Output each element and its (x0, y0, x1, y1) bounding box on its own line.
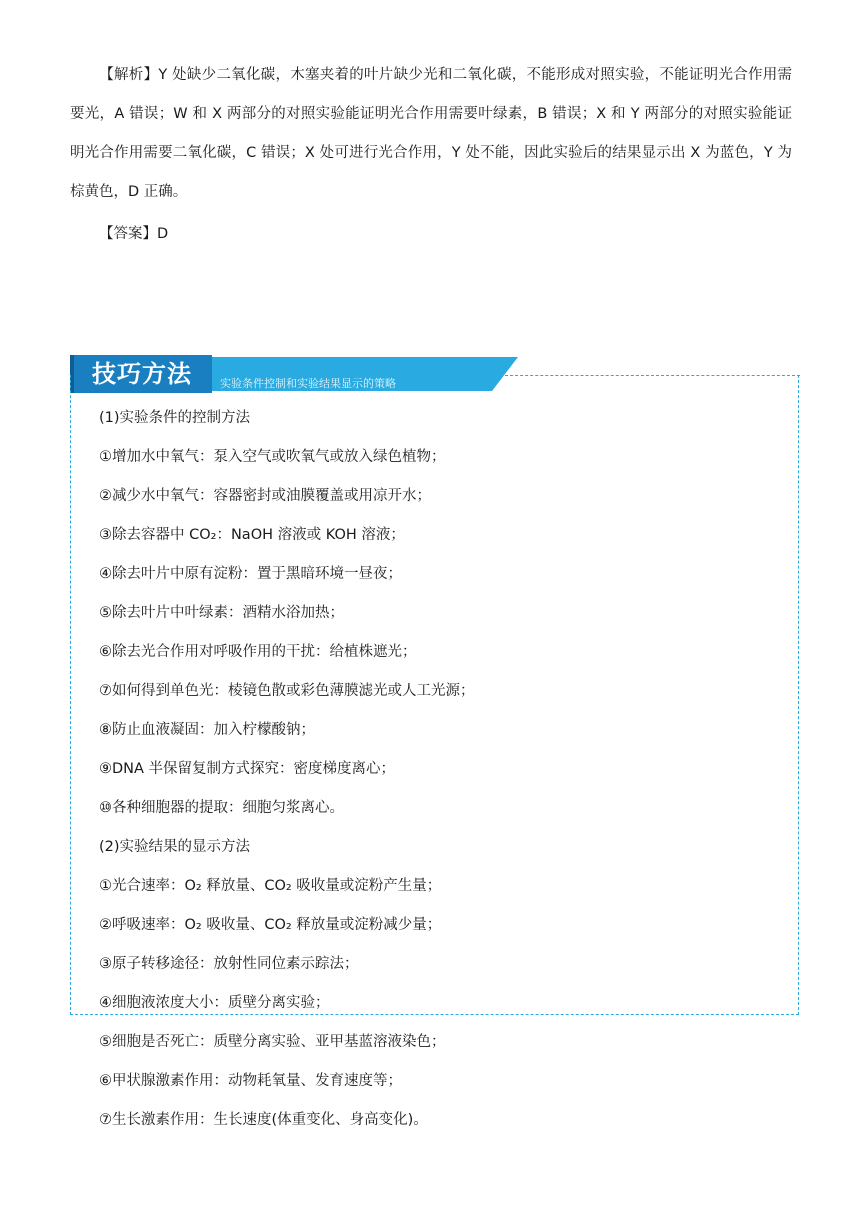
tips-heading-results: (2)实验结果的显示方法 (99, 839, 251, 855)
answer-line (99, 215, 168, 254)
list-item: ⑤除去叶片中叶绿素：酒精水浴加热； (99, 605, 344, 621)
list-item: ⑤细胞是否死亡：质壁分离实验、亚甲基蓝溶液染色； (99, 1034, 446, 1050)
list-item: ②减少水中氧气：容器密封或油膜覆盖或用凉开水； (99, 488, 431, 504)
list-item: ⑥除去光合作用对呼吸作用的干扰：给植株遮光； (99, 644, 417, 660)
answer-value: D (157, 226, 169, 242)
list-item: ③原子转移途径：放射性同位素示踪法； (99, 956, 359, 972)
tips-title: 技巧方法 (92, 360, 192, 388)
list-item: ⑩各种细胞器的提取：细胞匀浆离心。 (99, 800, 344, 816)
list-item: ⑨DNA 半保留复制方式探究：密度梯度离心； (99, 761, 396, 777)
list-item: ⑦如何得到单色光：棱镜色散或彩色薄膜滤光或人工光源； (99, 683, 475, 699)
list-item: ④除去叶片中原有淀粉：置于黑暗环境一昼夜； (99, 566, 402, 582)
list-item: ③除去容器中 CO₂：NaOH 溶液或 KOH 溶液； (99, 527, 405, 543)
answer-label: 【答案】 (99, 226, 157, 242)
list-item: ⑧防止血液凝固：加入柠檬酸钠； (99, 722, 315, 738)
list-item: ①光合速率：O₂ 释放量、CO₂ 吸收量或淀粉产生量； (99, 878, 442, 894)
list-item: ⑦生长激素作用：生长速度(体重变化、身高变化)。 (99, 1112, 428, 1128)
list-item: ②呼吸速率：O₂ 吸收量、CO₂ 释放量或淀粉减少量； (99, 917, 442, 933)
analysis-paragraph (70, 56, 792, 212)
analysis-text: Y 处缺少二氧化碳，木塞夹着的叶片缺少光和二氧化碳，不能形成对照实验，不能证明光合作用需要光，A 错误；W 和 X 两部分的对照实验能证明光合作用需要叶绿素，B 错误；X 和 Y 两部分的对照实验能证明光合作用需要二氧化碳，C 错误；X 处可进行光合作用，Y 处不能，因此实验后的结果显示出 X 为蓝色，Y 为棕黄色，D 正确。 (70, 67, 793, 200)
list-item: ①增加水中氧气：泵入空气或吹氧气或放入绿色植物； (99, 449, 446, 465)
tips-heading-conditions: (1)实验条件的控制方法 (99, 410, 251, 426)
list-item: ④细胞液浓度大小：质壁分离实验； (99, 995, 330, 1011)
tips-list (99, 402, 475, 1143)
tips-subtitle: 实验条件控制和实验结果显示的策略 (220, 377, 396, 390)
list-item: ⑥甲状腺激素作用：动物耗氧量、发育速度等； (99, 1073, 402, 1089)
analysis-label: 【解析】 (99, 67, 159, 83)
